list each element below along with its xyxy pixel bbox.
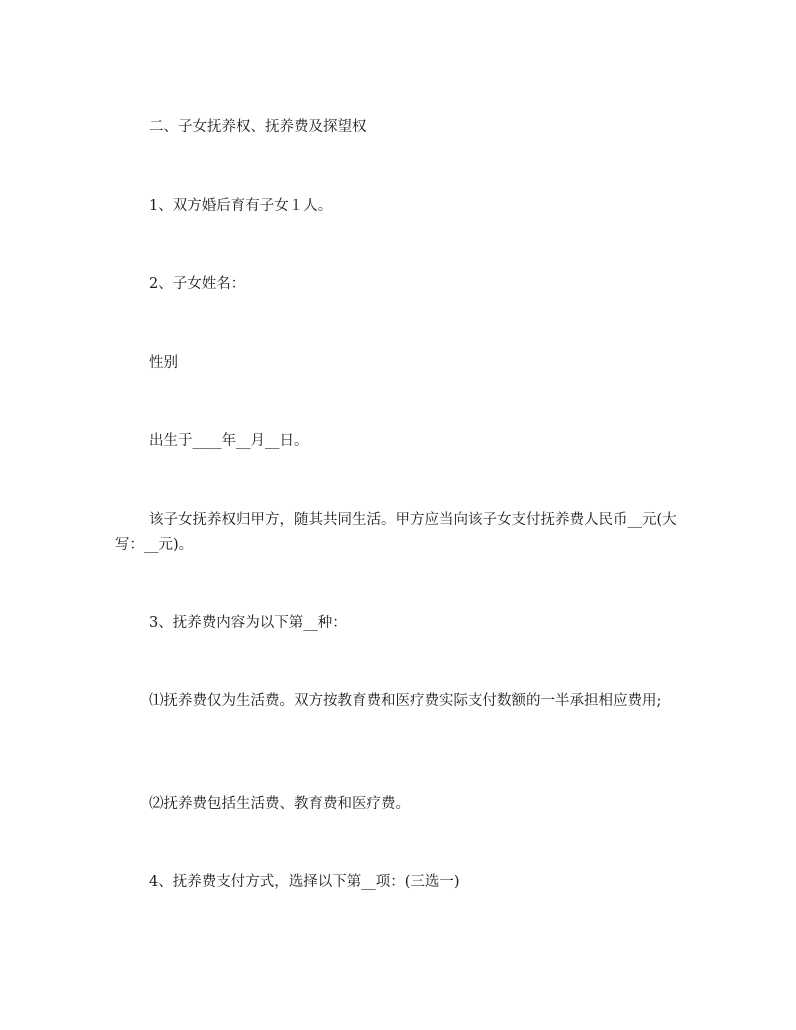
paragraph-custody: 该子女抚养权归甲方，随其共同生活。甲方应当向该子女支付抚养费人民币__元(大写：__元)。: [115, 512, 677, 553]
paragraph-option-1: ⑴抚养费仅为生活费。双方按教育费和医疗费实际支付数额的一半承担相应费用;: [149, 693, 662, 709]
paragraph-gender: 性别: [149, 355, 178, 371]
paragraph-child-name: 2、子女姓名：: [149, 276, 246, 292]
paragraph-payment-method: 4、抚养费支付方式，选择以下第__项：(三选一): [149, 874, 460, 890]
paragraph-children-count: 1、双方婚后育有子女１人。: [149, 198, 333, 214]
paragraph-option-2: ⑵抚养费包括生活费、教育费和医疗费。: [149, 796, 410, 812]
paragraph-support-content: 3、抚养费内容为以下第__种：: [149, 615, 347, 631]
paragraph-birth-date: 出生于____年__月__日。: [149, 433, 309, 449]
section-heading: 二、子女抚养权、抚养费及探望权: [149, 119, 367, 135]
